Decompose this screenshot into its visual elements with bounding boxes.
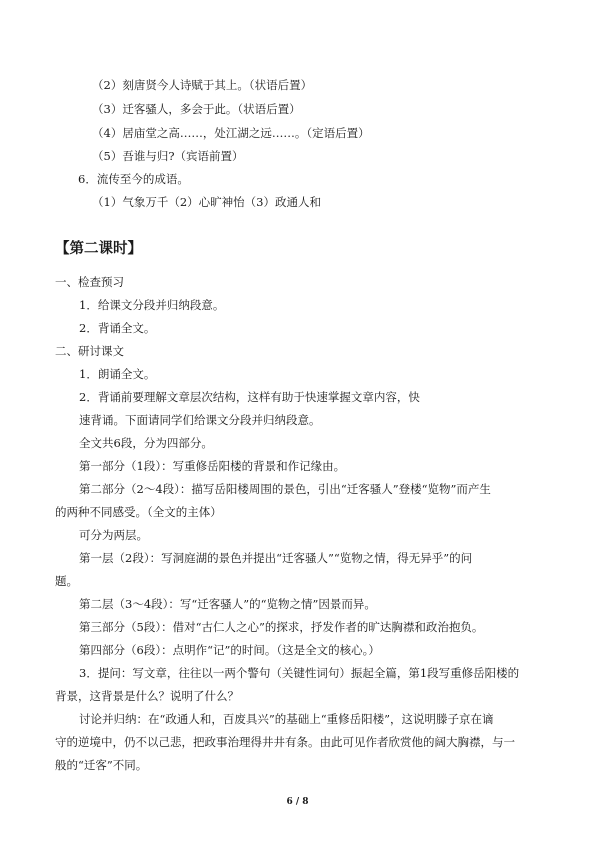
text-line: （2）刻唐贤今人诗赋于其上。（状语后置）: [92, 78, 313, 92]
text-line: 第四部分（6段）：点明作“记”的时间。（这是全文的核心。）: [79, 643, 380, 657]
text-line: （4）居庙堂之高……，处江湖之远……。（定语后置）: [92, 126, 370, 140]
text-line: 第一部分（1段）：写重修岳阳楼的背景和作记缘由。: [79, 459, 346, 473]
text-line: （1）气象万千（2）心旷神怡（3）政通人和: [92, 195, 321, 209]
text-line: 速背诵。下面请同学们给课文分段并归纳段意。: [79, 413, 321, 427]
text-line: 第二层（3～4段）：写“迁客骚人”的“览物之情”因景而异。: [79, 597, 376, 611]
text-line: 般的“迁客”不同。: [55, 758, 148, 772]
text-line: 1．给课文分段并归纳段意。: [79, 298, 225, 312]
text-line: 3．提问：写文章，往往以一两个警句（关键性词句）振起全篇，第1段写重修岳阳楼的: [79, 666, 520, 680]
text-line: 背景，这背景是什么？说明了什么？: [55, 689, 239, 703]
text-line: 第一层（2段）：写洞庭湖的景色并提出“迁客骚人”“览物之情，得无异乎”的问: [79, 551, 473, 565]
text-line: 全文共6段，分为四部分。: [79, 436, 213, 450]
text-line: 2．背诵全文。: [79, 321, 156, 335]
text-line: 2．背诵前要理解文章层次结构，这样有助于快速掌握文章内容，快: [79, 390, 420, 404]
text-line: 二、研讨课文: [55, 344, 124, 358]
text-line: 一、检查预习: [55, 275, 124, 289]
text-line: 6．流传至今的成语。: [78, 172, 189, 186]
text-line: 第三部分（5段）：借对“古仁人之心”的探求，抒发作者的旷达胸襟和政治抱负。: [79, 620, 484, 634]
text-line: 可分为两层。: [79, 528, 148, 542]
text-line: 题。: [55, 574, 78, 588]
text-line: 守的逆境中，仍不以己悲，把政事治理得井井有条。由此可见作者欣赏他的阔大胸襟，与一: [55, 735, 515, 749]
page-number: 6 / 8: [286, 797, 309, 807]
text-line: 第二部分（2～4段）：描写岳阳楼周围的景色，引出“迁客骚人”登楼“览物”而产生: [79, 482, 491, 496]
text-line: 讨论并归纳：在“政通人和，百废具兴”的基础上“重修岳阳楼”，这说明滕子京在谪: [79, 712, 494, 726]
text-line: （3）迁客骚人，多会于此。（状语后置）: [92, 102, 301, 116]
section-heading: 【第二课时】: [55, 241, 142, 257]
text-line: （5）吾谁与归?（宾语前置）: [92, 149, 244, 163]
text-line: 的两种不同感受。（全文的主体）: [55, 505, 222, 519]
text-line: 1．朗诵全文。: [79, 367, 156, 381]
